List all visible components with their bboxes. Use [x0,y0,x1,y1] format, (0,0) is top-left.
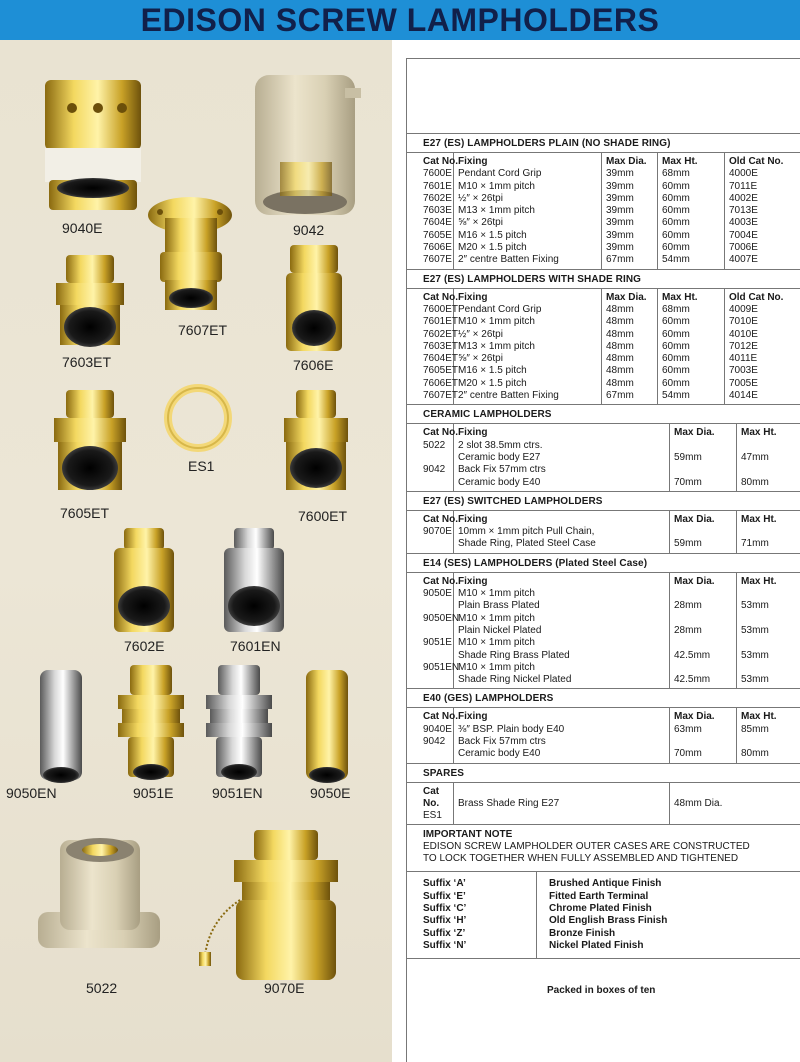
cell-max-ht: 60mm [662,377,690,389]
lampholder-7603et [56,255,124,347]
column-header: Max Dia. [606,291,647,303]
column-max-dia [602,289,658,405]
cell-max-ht [741,440,800,452]
cell-cat-no: 9042 [423,464,446,476]
column-header: Fixing [458,291,488,303]
column-max-ht [737,511,800,553]
cell-old-cat-no: 4014E [729,390,758,402]
cell-max-dia: 63mm [674,723,702,735]
column-max-dia [602,153,658,269]
cell-fixing: ⅝″ × 26tpi [458,353,503,365]
cell-max-dia: 48mm [606,303,634,315]
cell-max-dia: 42.5mm [674,674,711,686]
column-cat-no [407,573,460,689]
cell-max-ht: 80mm [741,476,769,488]
column-header: Old Cat No. [729,291,784,303]
cell-max-dia [674,464,736,476]
column-max-dia [670,424,737,490]
cell-max-ht: 60mm [662,205,690,217]
column-header: Max Dia. [674,711,715,723]
lampholder-9050e [306,670,348,783]
cell-fixing: ½″ × 26tpi [458,328,503,340]
section-title: E27 (ES) LAMPHOLDERS WITH SHADE RING [407,270,800,289]
column-old-cat-no [725,289,800,405]
column-fixing [454,424,670,490]
suffix-finish: Fitted Earth Terminal [549,890,649,902]
cell-max-ht [741,637,800,649]
cell-max-dia: 70mm [674,476,702,488]
suffix-code: Suffix ‘N’ [423,939,467,951]
photo-label: 7605ET [60,505,110,521]
cell-old-cat-no: 7011E [729,180,758,192]
cell-max-dia: 48mm [606,377,634,389]
cell-max-ht: 68mm [662,168,690,180]
column-header: Max Ht. [662,291,698,303]
cell-max-ht [741,526,800,538]
suffix-code: Suffix ‘Z’ [423,927,466,939]
column-header: Old Cat No. [729,156,784,167]
cell-max-ht [741,464,800,476]
cell-max-dia: 28mm [674,624,702,636]
column-max-ht [658,289,725,405]
column-max-ht [737,708,800,762]
column-fixing [454,153,602,269]
cell-cat-no: ES1 [423,810,442,822]
title-bar [0,0,800,40]
cell-old-cat-no: 4000E [729,168,758,180]
cell-cat-no: 7604E [423,217,452,229]
cell-max-dia: 39mm [606,242,634,254]
cell-max-ht: 47mm [741,451,769,463]
suffix-code: Suffix ‘A’ [423,878,466,890]
spec-table [407,573,800,690]
note-line: EDISON SCREW LAMPHOLDER OUTER CASES ARE CONSTRUCTED [423,841,750,853]
cell-max-ht: 60mm [662,229,690,241]
cell-fixing: Plain Nickel Plated [458,624,542,636]
suffix-code: Suffix ‘C’ [423,903,467,915]
column-max-dia [670,573,737,689]
cell-old-cat-no: 4011E [729,353,758,365]
cell-cat-no: 9042 [423,735,446,747]
cell-old-cat-no: 7004E [729,229,758,241]
cell-fixing: Plain Brass Plated [458,600,540,612]
packed-note: Packed in boxes of ten [547,985,656,997]
photo-label: 9070E [264,980,305,996]
lampholder-9042 [255,75,361,215]
cell-max-ht: 60mm [662,192,690,204]
lampholder-9051en [206,665,272,780]
cell-max-ht: 54mm [662,390,690,402]
photo-label: 7606E [293,357,334,373]
column-header: Max Dia. [674,513,715,525]
column-fixing [454,289,602,405]
cell-cat-no: 7603ET [423,340,459,352]
column-cat-no [407,511,458,553]
cell-cat-no: 7605ET [423,365,459,377]
cell-old-cat-no: 7010E [729,316,758,328]
cell-max-ht: 60mm [662,242,690,254]
photo-label: 7600ET [298,508,348,524]
note-line: TO LOCK TOGETHER WHEN FULLY ASSEMBLED AND TIGHTENED [423,853,739,865]
lampholder-7606e [286,245,342,351]
cell-cat-no: 7600E [423,168,452,180]
cell-max-ht: 60mm [662,316,690,328]
suffix-finish: Nickel Plated Finish [549,939,644,951]
cell-fixing: Shade Ring, Plated Steel Case [458,538,596,550]
spec-table [407,153,800,270]
cell-cat-no [423,538,453,550]
cell-fixing: M13 × 1mm pitch [458,205,535,217]
column-fixing [454,708,670,762]
cell-fixing: M10 × 1mm pitch [458,612,535,624]
photo-label: 9051EN [212,785,263,801]
column-header: Cat No. [423,427,458,439]
column-header: Cat No. [423,513,458,525]
cell-max-dia: 48mm [606,328,634,340]
column-header: Cat No. [423,711,458,723]
spec-table [407,511,800,554]
photo-label: 7601EN [230,638,281,654]
cell-fixing: Brass Shade Ring E27 [458,797,560,809]
cell-max-ht: 71mm [741,538,769,550]
suffix-table [407,872,800,959]
cell-cat-no [423,477,453,489]
suffix-code: Suffix ‘H’ [423,915,467,927]
cell-max-ht: 53mm [741,649,769,661]
cell-max-dia [674,662,736,674]
cell-cat-no: 7602E [423,192,452,204]
spec-tables [406,58,800,1062]
cell-cat-no: 7604ET [423,353,459,365]
cell-fixing: M10 × 1mm pitch [458,316,535,328]
photo-label: 9051E [133,785,174,801]
spares-table [407,783,800,826]
cell-max-dia [674,440,736,452]
section-title: CERAMIC LAMPHOLDERS [407,405,800,424]
column-cat-no [407,153,458,269]
cell-max-dia: 70mm [674,748,702,760]
column-header: Max Ht. [662,156,698,167]
cell-max-dia: 39mm [606,180,634,192]
cell-fixing: Ceramic body E40 [458,476,541,488]
cell-cat-no: 9070E [423,526,452,538]
section-title: E27 (ES) LAMPHOLDERS PLAIN (NO SHADE RING) [407,134,800,153]
cell-cat-no: 7607ET [423,390,459,402]
column-header: Fixing [458,513,488,525]
column-max-dia [670,511,737,553]
suffix-finish: Brushed Antique Finish [549,878,662,890]
cell-max-ht [741,613,800,625]
note-title: IMPORTANT NOTE [423,829,513,841]
column-header: Max Ht. [741,575,777,587]
column-max-ht [658,153,725,269]
spec-table [407,289,800,406]
photo-label: 9050E [310,785,351,801]
cell-max-dia: 39mm [606,192,634,204]
cell-max-ht: 53mm [741,624,769,636]
cell-old-cat-no: 7003E [729,365,758,377]
cell-max-ht: 85mm [741,723,769,735]
cell-fixing: ½″ × 26tpi [458,192,503,204]
lampholder-9070e [199,830,338,980]
cell-fixing: Pendant Cord Grip [458,168,542,180]
cell-old-cat-no: 4009E [729,303,758,315]
column-header: Max Dia. [674,575,715,587]
cell-cat-no: 9040E [423,723,452,735]
cell-max-dia: 67mm [606,254,634,266]
section-ceramic [407,405,800,491]
column-header: Max Dia. [674,427,715,439]
section-e27-shade-ring [407,270,800,406]
cell-max-ht [741,736,800,748]
cell-max-dia: 59mm [674,451,702,463]
cell-fixing: M16 × 1.5 pitch [458,365,527,377]
cell-max-ht: 60mm [662,217,690,229]
cell-old-cat-no: 7012E [729,340,758,352]
column-header: Fixing [458,427,488,439]
column-header: Max Dia. [606,156,647,167]
lampholder-7607et [148,197,232,310]
cell-fixing: Back Fix 57mm ctrs [458,464,546,476]
cell-fixing: M10 × 1mm pitch [458,180,535,192]
suffix-finish: Chrome Plated Finish [549,903,652,915]
column-header: Fixing [458,156,488,167]
cell-cat-no: 5022 [423,439,446,451]
cell-max-dia: 48mm [606,316,634,328]
cell-max-ht: 68mm [662,303,690,315]
cell-fixing: M20 × 1.5 pitch [458,377,527,389]
blank-header-box [407,59,800,134]
cell-max-ht: 60mm [662,353,690,365]
cell-max-dia [674,637,736,649]
cell-cat-no [423,650,453,662]
photo-label: 7607ET [178,322,228,338]
cell-max-ht: 54mm [662,254,690,266]
cell-fixing: 2″ centre Batten Fixing [458,254,559,266]
cell-max-dia: 59mm [674,538,702,550]
cell-cat-no [423,625,453,637]
cell-cat-no: 7606E [423,242,452,254]
column-header: Cat No. [423,575,458,587]
cell-fixing: Ceramic body E27 [458,451,541,463]
spec-table [407,708,800,763]
cell-cat-no: 9050E [423,588,452,600]
column-header: Cat No. [423,785,440,809]
page-title: EDISON SCREW LAMPHOLDERS [140,1,660,38]
cell-fixing: ⅝″ × 26tpi [458,217,503,229]
cell-max-ht: 53mm [741,674,769,686]
product-photo [0,40,392,1062]
cell-fixing: Shade Ring Nickel Plated [458,674,572,686]
product-illustrations [0,40,392,1062]
photo-label: 7602E [124,638,165,654]
cell-max-dia: 39mm [606,205,634,217]
cell-fixing: M10 × 1mm pitch [458,637,535,649]
cell-fixing: M10 × 1mm pitch [458,588,535,600]
suffix-finish: Old English Brass Finish [549,915,668,927]
column-header: Fixing [458,575,488,587]
column-header: Max Ht. [741,513,777,525]
photo-label: 9042 [293,222,325,238]
cell-old-cat-no: 4003E [729,217,758,229]
column-max-dia [670,708,737,762]
section-title: E14 (SES) LAMPHOLDERS (Plated Steel Case) [407,554,800,573]
column-max-ht [737,424,800,490]
lampholder-7601en [224,528,284,632]
cell-max-dia: 39mm [606,217,634,229]
column-fixing [454,511,670,553]
lampholder-7605et [54,390,126,490]
cell-old-cat-no: 7006E [729,242,758,254]
cell-max-ht: 60mm [662,180,690,192]
cell-cat-no: 7603E [423,205,452,217]
cell-cat-no: 9051E [423,637,452,649]
cell-cat-no: 7607E [423,254,452,266]
column-header: Max Ht. [741,427,777,439]
cell-cat-no [423,674,453,686]
column-header: Cat No. [423,156,458,167]
suffix-code: Suffix ‘E’ [423,890,466,902]
column-max-ht [737,573,800,689]
cell-fixing: 2″ centre Batten Fixing [458,390,559,402]
cell-old-cat-no: 4007E [729,254,758,266]
shade-ring-es1 [168,388,228,448]
cell-fixing: Pendant Cord Grip [458,303,542,315]
lampholder-9051e [118,665,184,780]
cell-max-dia: 48mm [606,353,634,365]
cell-max-ht: 60mm [662,340,690,352]
cell-fixing: Shade Ring Brass Plated [458,649,570,661]
cell-fixing: M16 × 1.5 pitch [458,229,527,241]
cell-max-dia: 48mm [606,365,634,377]
cell-cat-no: 9050EN [423,612,460,624]
cell-fixing: M20 × 1.5 pitch [458,242,527,254]
cell-max-dia: 48mm Dia. [674,797,723,809]
lampholder-9040e [45,80,141,210]
cell-old-cat-no: 4002E [729,192,758,204]
photo-label: 5022 [86,980,118,996]
photo-label: 9040E [62,220,103,236]
cell-max-dia [674,613,736,625]
column-header: Cat No. [423,291,458,303]
cell-max-dia: 42.5mm [674,649,711,661]
column-fixing [454,573,670,689]
section-e40 [407,689,800,763]
cell-max-dia: 39mm [606,168,634,180]
suffix-finish: Bronze Finish [549,927,616,939]
cell-fixing: M10 × 1mm pitch [458,661,535,673]
photo-label: ES1 [188,458,215,474]
lampholder-7600et [284,390,348,490]
column-old-cat-no [725,153,800,269]
section-spares [407,764,800,826]
cell-max-ht: 80mm [741,748,769,760]
column-cat-no [407,708,458,762]
cell-old-cat-no: 7005E [729,377,758,389]
cell-fixing: M13 × 1mm pitch [458,340,535,352]
lampholder-9050en [40,670,82,783]
cell-cat-no: 7601ET [423,316,459,328]
cell-max-ht: 60mm [662,365,690,377]
spec-table [407,424,800,491]
cell-max-dia: 67mm [606,390,634,402]
section-e14 [407,554,800,690]
cell-fixing: ⅜″ BSP. Plain body E40 [458,723,565,735]
cell-max-dia [674,588,736,600]
column-cat-no [407,424,458,490]
cell-fixing: 10mm × 1mm pitch Pull Chain, [458,526,595,538]
cell-old-cat-no: 4010E [729,328,758,340]
cell-cat-no: 7602ET [423,328,459,340]
cell-cat-no: 7600ET [423,303,459,315]
section-title: E27 (ES) SWITCHED LAMPHOLDERS [407,492,800,511]
column-cat-no [407,289,459,405]
cell-cat-no [423,748,453,760]
cell-max-dia [674,736,736,748]
cell-max-dia: 39mm [606,229,634,241]
cell-cat-no: 7606ET [423,377,459,389]
lampholder-5022 [38,838,160,948]
cell-cat-no [423,452,453,464]
cell-max-ht: 53mm [741,600,769,612]
cell-max-ht [741,662,800,674]
column-header: Max Ht. [741,711,777,723]
cell-max-ht: 60mm [662,328,690,340]
cell-cat-no: 9051EN [423,661,460,673]
lampholder-7602e [114,528,174,632]
cell-fixing: 2 slot 38.5mm ctrs. [458,439,543,451]
column-header: Fixing [458,711,488,723]
section-title: SPARES [407,764,800,783]
section-switched [407,492,800,554]
cell-max-dia [674,526,736,538]
cell-max-ht [741,588,800,600]
cell-cat-no: 7601E [423,180,452,192]
cell-cat-no: 7605E [423,229,452,241]
cell-cat-no [423,600,453,612]
cell-fixing: Back Fix 57mm ctrs [458,735,546,747]
photo-label: 9050EN [6,785,57,801]
cell-fixing: Ceramic body E40 [458,748,541,760]
section-title: E40 (GES) LAMPHOLDERS [407,689,800,708]
important-note [407,825,800,872]
cell-max-dia: 48mm [606,340,634,352]
cell-max-dia: 28mm [674,600,702,612]
section-e27-plain [407,134,800,270]
cell-old-cat-no: 7013E [729,205,758,217]
photo-label: 7603ET [62,354,112,370]
